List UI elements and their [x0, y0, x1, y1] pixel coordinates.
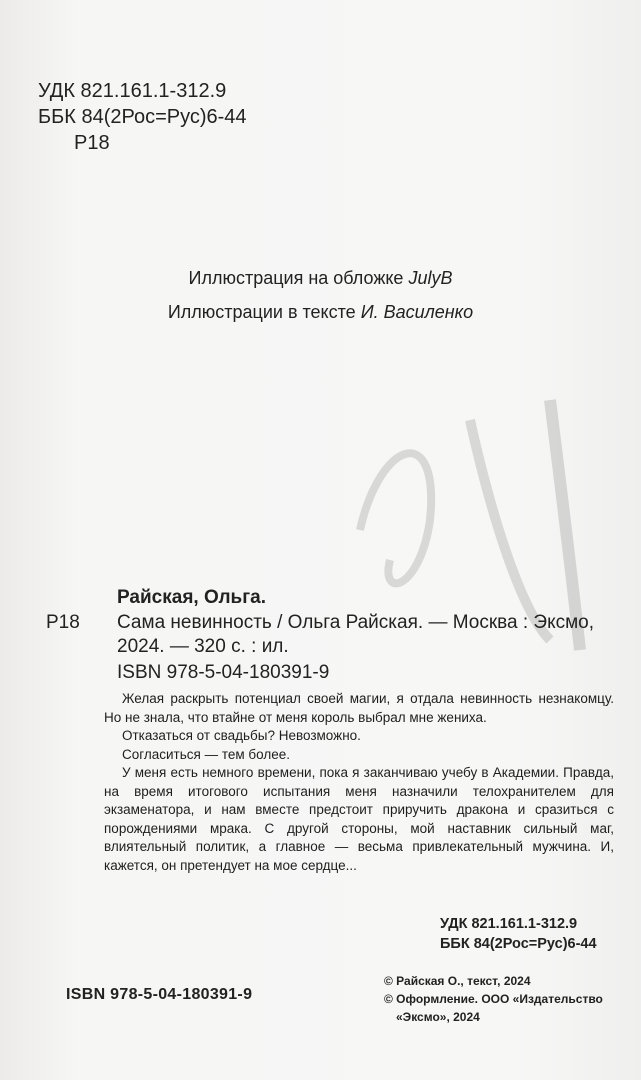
bbk-code-bottom: ББК 84(2Рос=Рус)6-44	[440, 936, 597, 952]
copyright-design-cont: «Эксмо», 2024	[396, 1010, 480, 1024]
copyright-text: © Райская О., текст, 2024	[384, 974, 531, 988]
bibliographic-line-2: 2024. — 320 с. : ил.	[117, 636, 289, 657]
cover-credit-prefix: Иллюстрация на обложке	[188, 268, 404, 288]
text-illustrator-name: И. Василенко	[360, 302, 474, 322]
bibliographic-line-1: Сама невинность / Ольга Райская. — Москва : Эксмо,	[117, 612, 595, 633]
annotation-paragraph: Желая раскрыть потенциал своей магии, я отдала невинность незнакомцу. Но не знала, что втайне от меня король выбрал мне жениха.	[104, 691, 614, 725]
classification-block-bottom	[440, 914, 597, 954]
udk-code: УДК 821.161.1-312.9	[38, 80, 227, 102]
copyright-design: © Оформление. ООО «Издательство	[384, 992, 603, 1006]
author-heading: Райская, Ольга.	[117, 587, 266, 608]
annotation-paragraph: У меня есть немного времени, пока я заканчиваю учебу в Академии. Правда, на время итогового испытания меня назначили телохранителем для экзаменатора, и нам вместе предстоит приручить дракона и сразиться с порождениями мрака. С другой стороны, мой наставник сильный маг, влиятельный политик, а главное — весьма привлекательный мужчина. И, кажется, он претендует на мое сердце...	[104, 765, 614, 873]
cover-illustrator-name: JulyB	[408, 268, 453, 288]
book-annotation	[104, 690, 614, 875]
author-mark: Р18	[74, 132, 110, 154]
udk-code-bottom: УДК 821.161.1-312.9	[440, 916, 578, 932]
classification-block-top	[38, 78, 247, 156]
annotation-paragraph: Отказаться от свадьбы? Невозможно.	[122, 728, 361, 743]
cover-illustration-credit	[0, 268, 641, 289]
isbn-line: ISBN 978-5-04-180391-9	[117, 662, 330, 683]
bbk-code: ББК 84(2Рос=Рус)6-44	[38, 106, 247, 128]
text-illustration-credit	[0, 302, 641, 323]
isbn-bottom: ISBN 978-5-04-180391-9	[66, 986, 253, 1003]
copyright-block	[384, 972, 603, 1026]
annotation-paragraph: Согласиться — тем более.	[122, 746, 290, 762]
text-credit-prefix: Иллюстрации в тексте	[167, 302, 356, 322]
author-mark-left: Р18	[46, 612, 80, 633]
